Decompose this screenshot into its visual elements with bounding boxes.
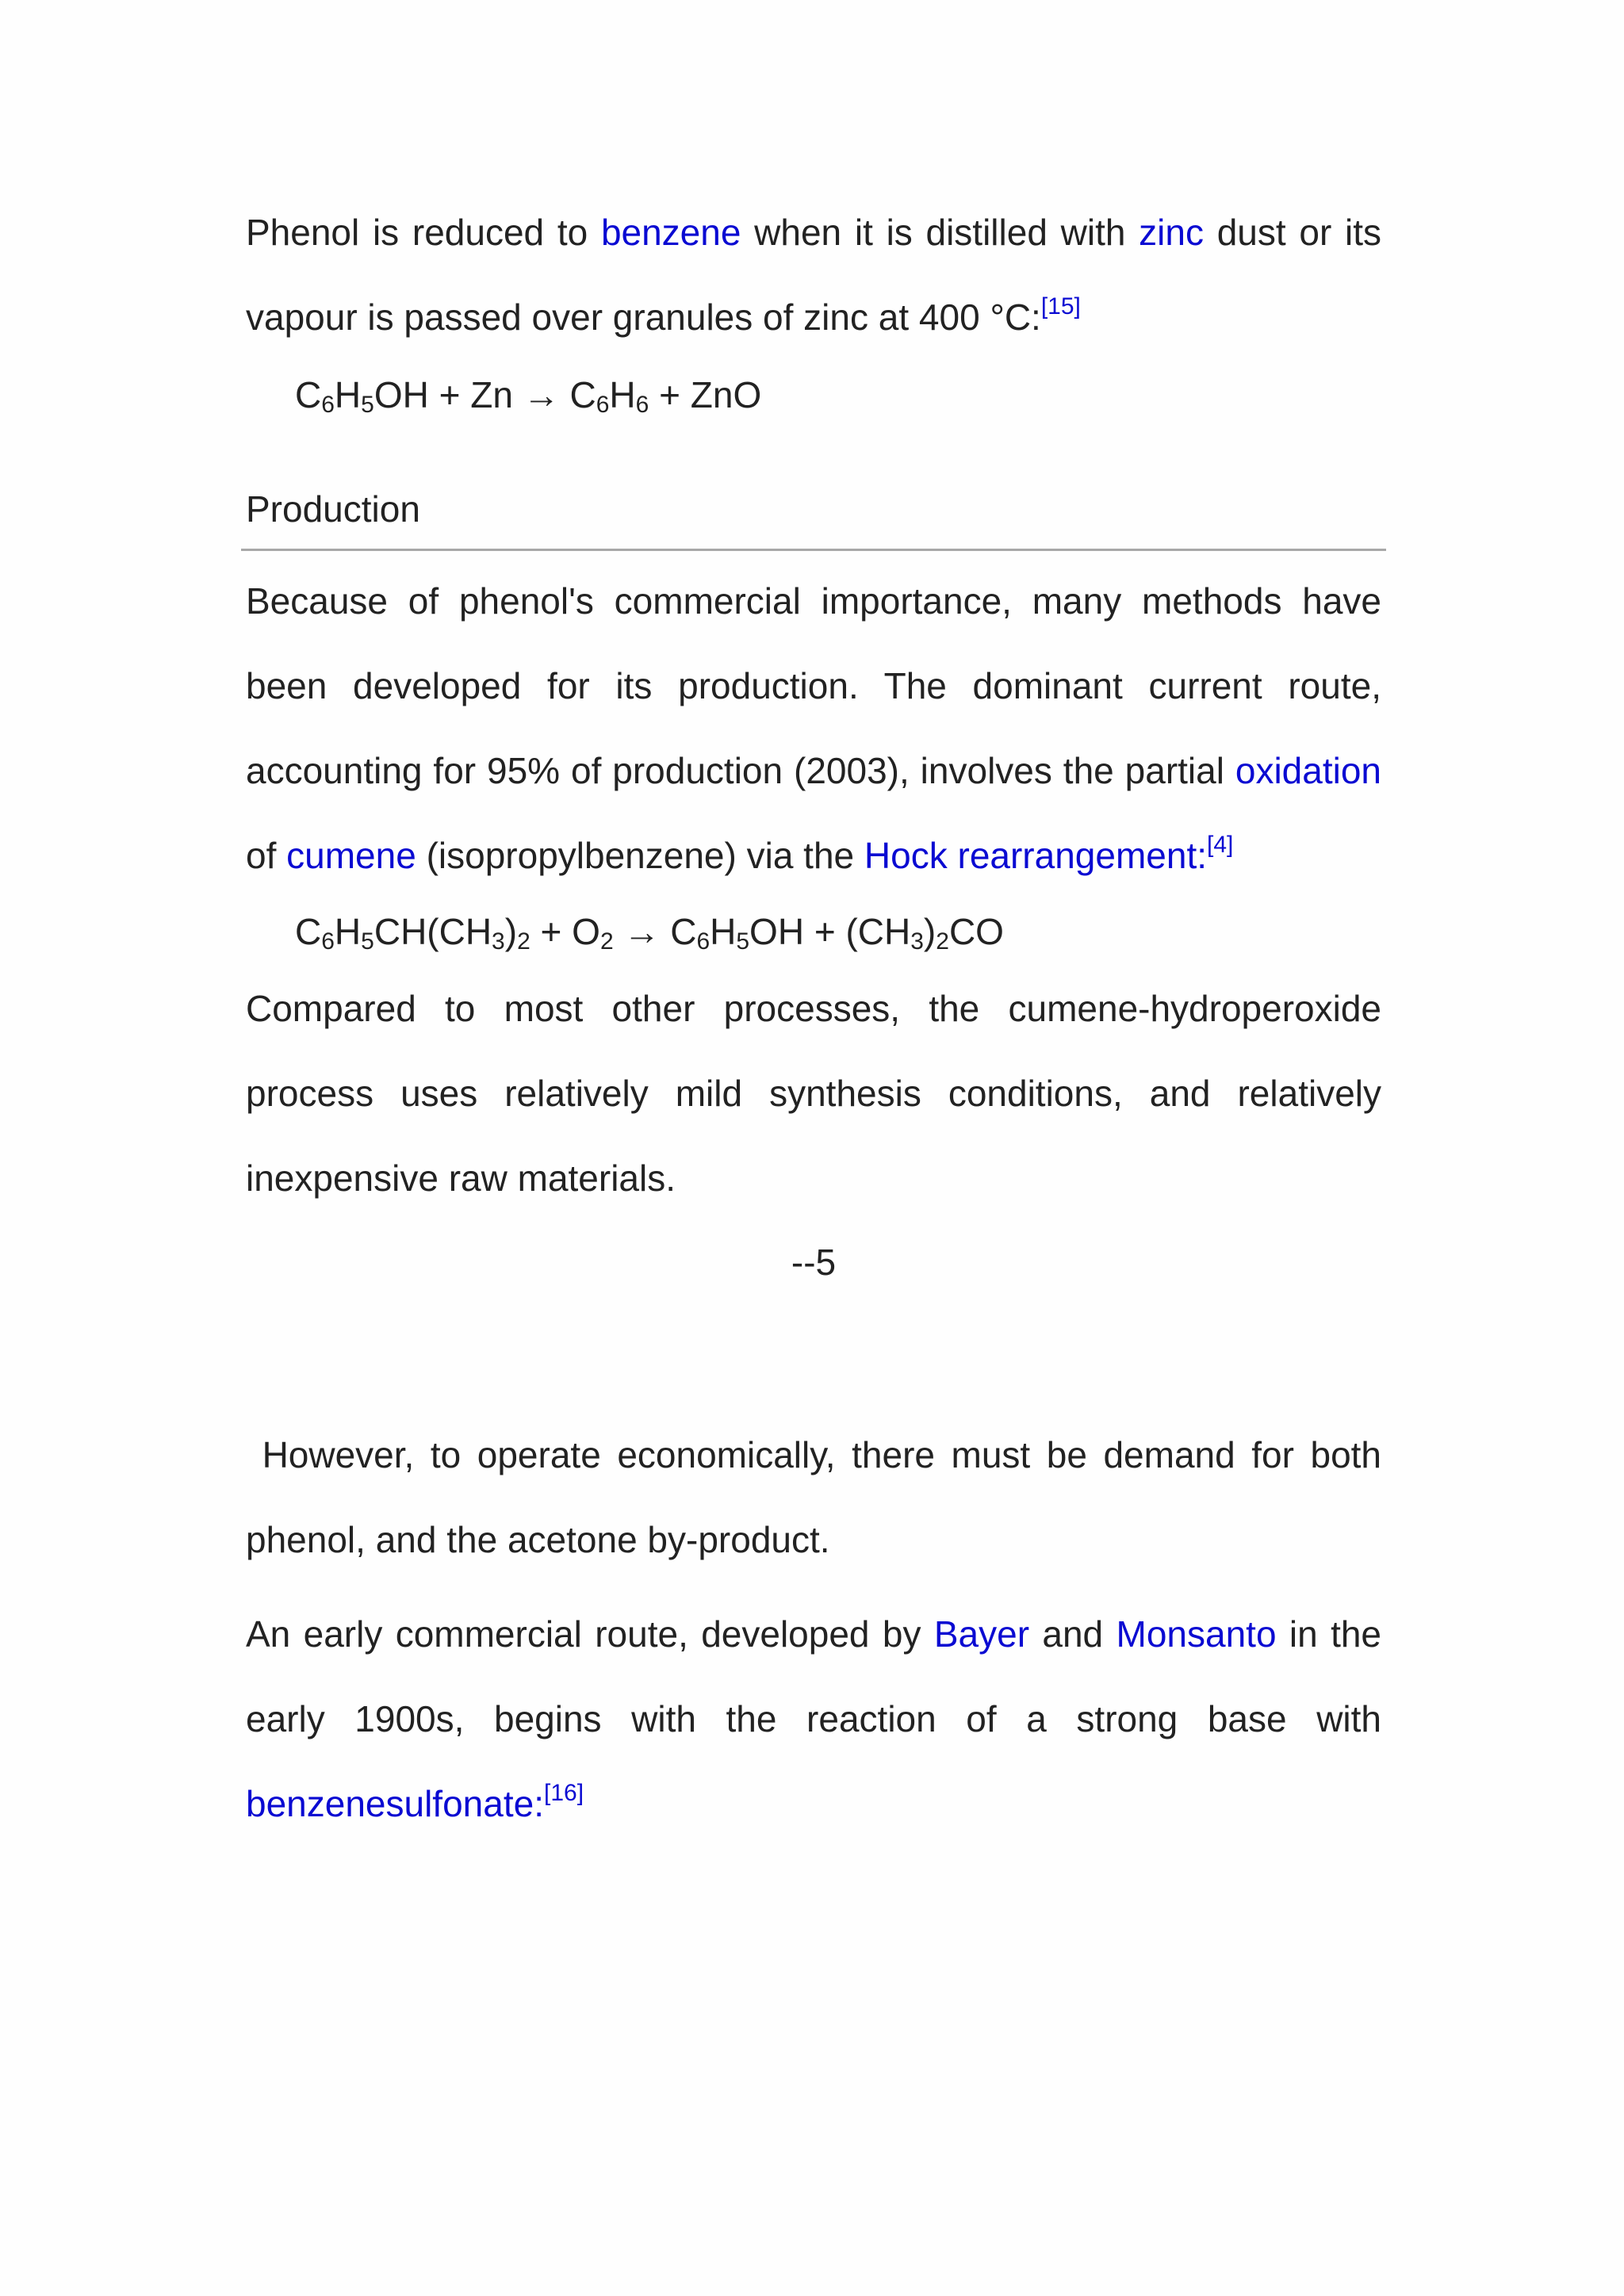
- eq-sub: 6: [321, 928, 335, 955]
- eq-text: C: [295, 374, 322, 415]
- link-zinc[interactable]: zinc: [1139, 212, 1204, 253]
- heading-divider: [241, 549, 1386, 551]
- link-benzenesulfonate[interactable]: benzenesulfonate: [246, 1783, 534, 1824]
- link-bayer[interactable]: Bayer: [933, 1613, 1030, 1655]
- link-benzene[interactable]: benzene: [600, 212, 741, 253]
- eq-text: ): [923, 911, 936, 952]
- eq-sub: 6: [596, 392, 610, 418]
- equation-phenol-zinc: [246, 371, 1381, 419]
- text-run: (isopropylbenzene) via the: [416, 835, 864, 876]
- paragraph-phenol-reduction: [246, 190, 1381, 360]
- citation-4[interactable]: [4]: [1207, 831, 1234, 858]
- eq-sub: 5: [361, 392, 374, 418]
- eq-text: OH + (CH: [749, 911, 911, 952]
- text-run: Because of phenol's commercial importance, many methods have been developed for its production. The dominant current route, accounting for 95% of production (2003), involves the partial: [246, 580, 1381, 791]
- eq-text: OH + Zn → C: [373, 374, 596, 415]
- document-page: [246, 190, 1392, 1846]
- eq-sub: 2: [517, 928, 530, 955]
- citation-15[interactable]: [15]: [1040, 293, 1081, 320]
- text-run: and: [1029, 1613, 1116, 1655]
- equation-cumene-oxidation: [246, 908, 1381, 955]
- text-run: in the early 1900s, begins with the reaction of a strong base with: [246, 1613, 1382, 1739]
- eq-text: + ZnO: [649, 374, 762, 415]
- eq-sub: 2: [936, 928, 949, 955]
- eq-sub: 6: [696, 928, 710, 955]
- eq-sub: 5: [736, 928, 750, 955]
- link-oxidation[interactable]: oxidation: [1235, 750, 1381, 791]
- paragraph-economics: However, to operate economically, there must be demand for both phenol, and the acetone by-product.: [246, 1434, 1392, 1560]
- page-number: --5: [791, 1242, 837, 1283]
- eq-sub: 5: [361, 928, 374, 955]
- eq-sub: 6: [321, 392, 335, 418]
- link-monsanto[interactable]: Monsanto: [1116, 1613, 1277, 1655]
- paragraph-early-route: [246, 1592, 1381, 1846]
- text-run: An early commercial route, developed by: [246, 1613, 934, 1655]
- eq-text: ): [504, 911, 518, 952]
- eq-text: H: [334, 374, 362, 415]
- link-hock-colon: :: [1197, 835, 1208, 876]
- section-heading-production: Production: [246, 488, 420, 530]
- link-cumene[interactable]: cumene: [286, 835, 416, 876]
- eq-sub: 2: [599, 928, 614, 955]
- eq-text: CH(CH: [373, 911, 492, 952]
- eq-text: + O: [530, 911, 600, 952]
- eq-text: → C: [613, 911, 697, 952]
- eq-text: H: [609, 374, 636, 415]
- eq-sub: 6: [635, 392, 649, 418]
- eq-sub: 3: [910, 928, 924, 955]
- text-run: when it is distilled with: [741, 212, 1139, 253]
- eq-text: C: [295, 911, 322, 952]
- link-bs-colon: :: [534, 1783, 544, 1824]
- eq-text: H: [710, 911, 737, 952]
- eq-text: CO: [948, 911, 1004, 952]
- text-run: of: [246, 835, 287, 876]
- text-run: dust or its vapour is passed over granules of zinc at 400 °C:: [246, 212, 1381, 338]
- text-run: Phenol is reduced to: [246, 212, 601, 253]
- paragraph-production-route: [246, 559, 1381, 898]
- citation-16[interactable]: [16]: [543, 1779, 584, 1806]
- eq-text: H: [334, 911, 362, 952]
- link-hock-rearrangement[interactable]: Hock rearrangement: [864, 835, 1197, 876]
- paragraph-cumene-comparison: Compared to most other processes, the cumene-hydroperoxide process uses relatively mild synthesis conditions, and relatively inexpensive raw materials.: [246, 988, 1381, 1199]
- eq-sub: 3: [492, 928, 505, 955]
